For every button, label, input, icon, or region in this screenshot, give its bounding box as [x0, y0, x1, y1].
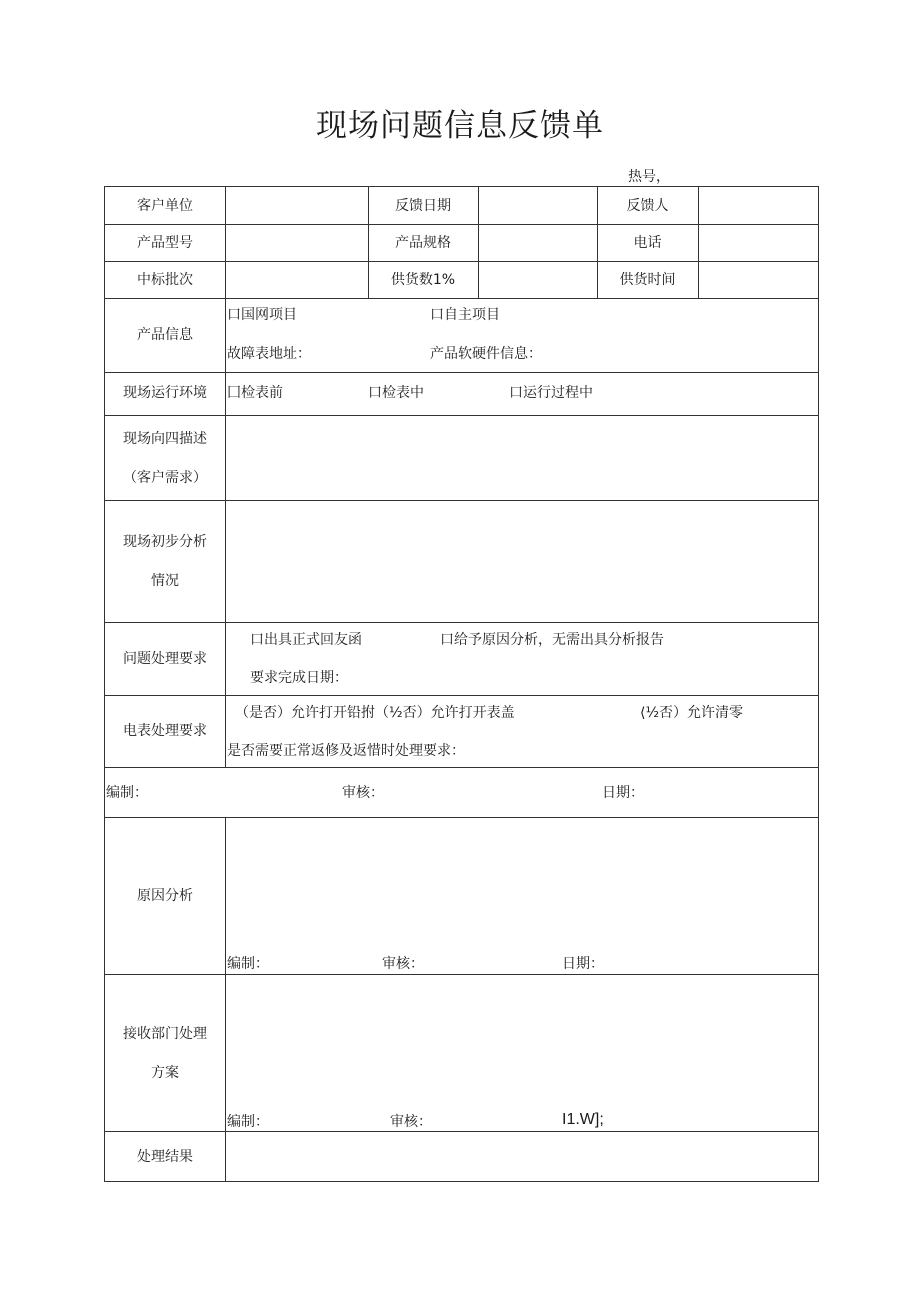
option-during-operation[interactable]: 口运行过程中: [509, 385, 593, 401]
feedback-date-label: 反馈日期: [395, 198, 451, 214]
meter-handling-label: 电表处理要求: [123, 723, 207, 739]
cause-editor-signature: 编制：: [227, 956, 269, 972]
repair-return-requirement: 是否需要正常返修及返惜时处理要求：: [227, 743, 465, 759]
handling-label: 问题处理要求: [123, 651, 207, 667]
option-state-grid-project[interactable]: 口国网项目: [227, 307, 297, 323]
plan-reviewer-signature: 审核：: [390, 1114, 432, 1130]
analysis-label-line1: 现场初步分析: [123, 534, 207, 550]
plan-label-line2: 方案: [151, 1065, 179, 1081]
date-signature-1: 日期：: [602, 785, 644, 801]
option-before-test[interactable]: 囗检表前: [227, 385, 283, 401]
editor-signature-1: 编制：: [106, 785, 148, 801]
cause-analysis-label: 原因分析: [137, 888, 193, 904]
supply-time-label: 供货时间: [619, 272, 676, 288]
option-own-project[interactable]: 口自主项目: [430, 307, 500, 323]
software-hardware-info-field: 产品软硬件信息：: [430, 346, 542, 362]
feedback-form: [104, 186, 819, 1182]
supply-qty-label: 供货数1%: [390, 272, 456, 288]
description-label-line1: 现场向四描述: [123, 431, 207, 447]
cause-date-signature: 日期：: [562, 956, 604, 972]
serial-number-label: 热号，: [628, 169, 670, 185]
phone-label: 电话: [633, 235, 662, 251]
meter-clear-permission: ⟨½否）允许清零: [640, 705, 744, 721]
option-formal-reply-letter[interactable]: 口出具正式回友函: [250, 632, 362, 648]
description-label-line2: （客户需求）: [123, 470, 207, 486]
product-model-label: 产品型号: [137, 235, 193, 251]
plan-date-signature: I1.W];: [562, 1111, 604, 1128]
result-label: 处理结果: [137, 1149, 193, 1165]
bid-batch-label: 中标批次: [137, 272, 193, 288]
product-info-label: 产品信息: [137, 327, 193, 343]
feedback-person-label: 反馈人: [626, 198, 669, 214]
option-during-test[interactable]: 口检表中: [368, 385, 424, 401]
cause-reviewer-signature: 审核：: [382, 956, 424, 972]
customer-unit-label: 客户单位: [137, 198, 193, 214]
option-cause-analysis-only[interactable]: 口给予原因分析，无需出具分析报告: [440, 632, 664, 648]
required-completion-date: 要求完成日期：: [250, 670, 348, 686]
reviewer-signature-1: 审核：: [342, 785, 384, 801]
page-title: 现场问题信息反馈单: [316, 108, 604, 144]
analysis-label-line2: 情况: [151, 573, 179, 589]
fault-meter-address-field: 故障表地址：: [227, 346, 311, 362]
plan-editor-signature: 编制：: [227, 1114, 269, 1130]
meter-seal-cover-permission: （是否）允许打开铅拊（½否）允许打开表盖: [235, 705, 515, 721]
environment-label: 现场运行环境: [123, 385, 207, 401]
product-spec-label: 产品规格: [395, 235, 451, 251]
plan-label-line1: 接收部门处理: [123, 1026, 207, 1042]
